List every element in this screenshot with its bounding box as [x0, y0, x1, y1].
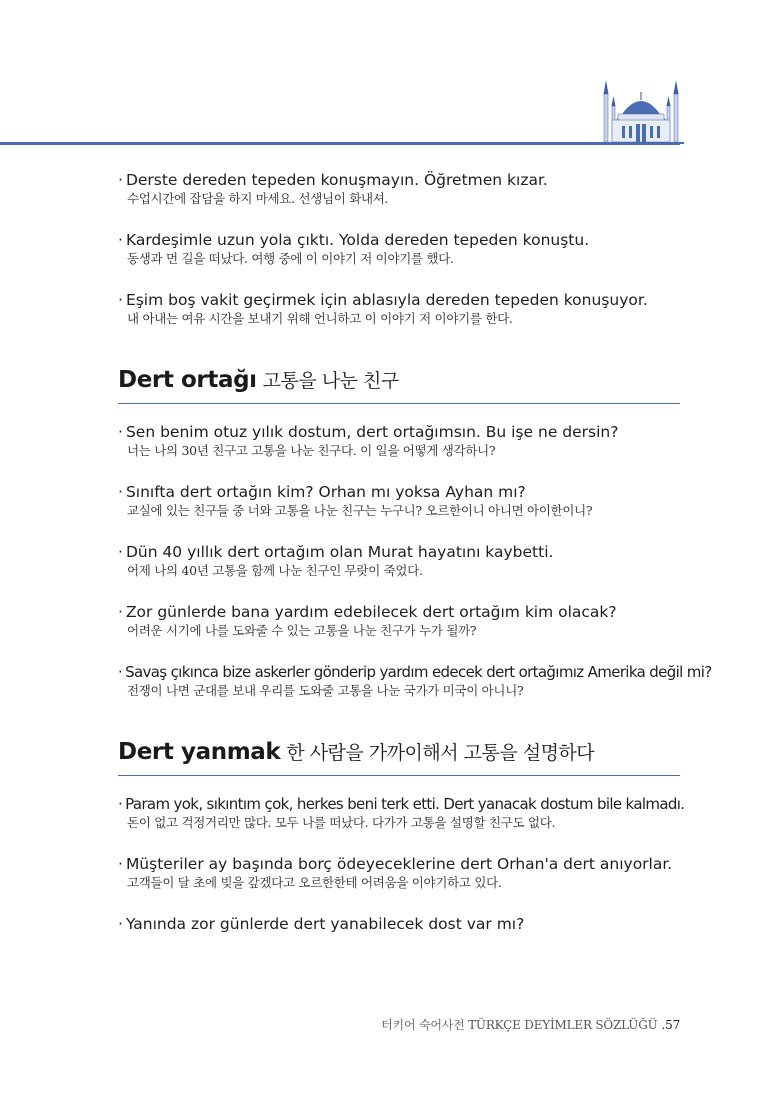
turkish-text: Sen benim otuz yılık dostum, dert ortağımsın. Bu işe ne dersin?	[125, 423, 619, 441]
entry-list	[118, 170, 680, 328]
turkish-sentence: · Param yok, sıkıntım çok, herkes beni terk etti. Dert yanacak dostum bile kalmadı.	[118, 795, 685, 813]
turkish-sentence: · Savaş çıkınca bize askerler gönderip yardım edecek dert ortağımız Amerika değil mi?	[118, 663, 712, 681]
list-item	[118, 542, 680, 580]
korean-translation: 어려운 시기에 나를 도와줄 수 있는 고통을 나눈 친구가 누가 될까?	[127, 623, 477, 638]
turkish-text: Müşteriler ay başında borç ödeyeceklerine dert Orhan'a dert anıyorlar.	[125, 855, 673, 873]
turkish-text: Param yok, sıkıntım çok, herkes beni terk etti. Dert yanacak dostum bile kalmadı.	[125, 795, 685, 813]
turkish-text: Dün 40 yıllık dert ortağım olan Murat hayatını kaybetti.	[125, 543, 554, 561]
book-title: 터키어 숙어사전 TÜRKÇE DEYİMLER SÖZLÜĞÜ	[381, 1018, 658, 1032]
turkish-sentence: · Sen benim otuz yılık dostum, dert ortağımsın. Bu işe ne dersin?	[118, 423, 619, 441]
turkish-sentence: · Dün 40 yıllık dert ortağım olan Murat hayatını kaybetti.	[118, 543, 554, 561]
page-footer	[381, 1016, 680, 1033]
entry-list	[118, 422, 712, 700]
turkish-sentence: · Sınıfta dert ortağın kim? Orhan mı yoksa Ayhan mı?	[118, 483, 526, 501]
list-item	[118, 794, 685, 832]
turkish-text: Kardeşimle uzun yola çıktı. Yolda dereden tepeden konuştu.	[125, 231, 590, 249]
list-item	[118, 854, 680, 892]
korean-translation: 수업시간에 잡담을 하지 마세요. 선생님이 화내셔.	[127, 191, 389, 206]
mosque-icon	[598, 76, 684, 144]
section-heading-dert-yanmak	[118, 738, 680, 776]
list-item	[118, 482, 680, 520]
turkish-text: Eşim boş vakit geçirmek için ablasıyla dereden tepeden konuşuyor.	[125, 291, 648, 309]
turkish-sentence: · Kardeşimle uzun yola çıktı. Yolda dereden tepeden konuştu.	[118, 231, 590, 249]
header-rule	[0, 142, 680, 145]
entry-list	[118, 794, 685, 934]
list-item	[118, 662, 712, 700]
turkish-text: Savaş çıkınca bize askerler gönderip yardım edecek dert ortağımız Amerika değil mi?	[125, 663, 712, 681]
page-number: .57	[661, 1018, 680, 1032]
list-item	[118, 422, 680, 460]
list-item	[118, 914, 680, 934]
korean-translation: 내 아내는 여유 시간을 보내기 위해 언니하고 이 이야기 저 이야기를 한다.	[127, 311, 513, 326]
korean-translation: 고객들이 달 초에 빚을 갚겠다고 오르한한테 어려움을 이야기하고 있다.	[127, 875, 502, 890]
turkish-sentence: · Zor günlerde bana yardım edebilecek dert ortağım kim olacak?	[118, 603, 617, 621]
list-item	[118, 170, 680, 208]
list-item	[118, 230, 680, 268]
idiom-meaning: 고통을 나눈 친구	[262, 370, 399, 392]
korean-translation: 전쟁이 나면 군대를 보내 우리를 도와줄 고통을 나눈 국가가 미국이 아니니?	[127, 683, 524, 698]
korean-translation: 돈이 없고 걱정거리만 많다. 모두 나를 떠났다. 다가가 고통을 설명할 친구도 없다.	[127, 815, 556, 830]
korean-translation: 교실에 있는 친구들 중 너와 고통을 나눈 친구는 누구니? 오르한이니 아니면 아이한이니?	[127, 503, 593, 518]
turkish-sentence: · Müşteriler ay başında borç ödeyeceklerine dert Orhan'a dert anıyorlar.	[118, 855, 673, 873]
turkish-text: Yanında zor günlerde dert yanabilecek dost var mı?	[125, 915, 525, 933]
turkish-text: Zor günlerde bana yardım edebilecek dert ortağım kim olacak?	[125, 603, 617, 621]
korean-translation: 어제 나의 40년 고통을 함께 나눈 친구인 무랏이 죽었다.	[127, 563, 423, 578]
korean-translation: 동생과 먼 길을 떠났다. 여행 중에 이 이야기 저 이야기를 했다.	[127, 251, 454, 266]
turkish-sentence: · Derste dereden tepeden konuşmayın. Öğretmen kızar.	[118, 171, 548, 189]
turkish-text: Derste dereden tepeden konuşmayın. Öğretmen kızar.	[125, 171, 548, 189]
idiom-meaning: 한 사람을 가까이해서 고통을 설명하다	[286, 742, 595, 764]
korean-translation: 너는 나의 30년 친구고 고통을 나눈 친구다. 이 일을 어떻게 생각하니?	[127, 443, 496, 458]
turkish-sentence: · Eşim boş vakit geçirmek için ablasıyla dereden tepeden konuşuyor.	[118, 291, 648, 309]
turkish-sentence: · Yanında zor günlerde dert yanabilecek dost var mı?	[118, 915, 525, 933]
turkish-text: Sınıfta dert ortağın kim? Orhan mı yoksa Ayhan mı?	[125, 483, 526, 501]
content	[118, 170, 712, 956]
idiom-title: Dert yanmak	[118, 739, 281, 765]
section-heading-dert-ortagi	[118, 366, 680, 404]
idiom-title: Dert ortağı	[118, 367, 257, 393]
list-item	[118, 602, 680, 640]
list-item	[118, 290, 680, 328]
